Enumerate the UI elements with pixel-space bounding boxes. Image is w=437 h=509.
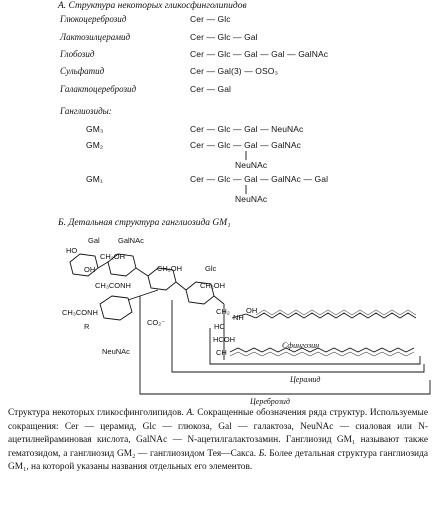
caption-part-b-label: Б. <box>258 448 267 459</box>
ganglioside-name: GM₃ <box>86 124 104 134</box>
chem-r: R <box>84 322 90 331</box>
chem-hc: HC <box>214 322 225 331</box>
neunac-ring <box>100 296 132 320</box>
chem-ch2oh: CH₂OH <box>100 252 125 261</box>
gal-ring <box>70 254 98 276</box>
sugar-label-gal: Gal <box>88 236 100 245</box>
chem-ch3conh-left: CH₃CONH <box>62 308 98 317</box>
caption-part-a-label: А. <box>186 408 195 418</box>
row-name: Глюкоцереброзид <box>60 14 127 24</box>
label-cerebroside: Цереброзид <box>250 397 290 406</box>
row-formula: Cer — Glc — Gal <box>190 32 258 42</box>
section-a-header: А. Структура некоторых гликосфинголипидов <box>58 1 247 11</box>
label-ceramide: Церамид <box>290 375 321 384</box>
ganglioside-branch: NeuNAc <box>235 194 268 204</box>
row-name: Сульфатид <box>60 66 105 76</box>
row-formula: Cer — Glc <box>190 14 231 24</box>
row-name: Лактозилцерамид <box>60 32 131 42</box>
ganglioside-branch: NeuNAc <box>235 160 268 170</box>
label-sphingosine: Сфингозин <box>282 341 320 350</box>
gangliosides-header: Ганглиозиды: <box>60 106 112 116</box>
caption-part-a-text: Сокращенные обозначения ряда структур. Используемые сокращения: Cer — церамид, Glc — глюкоза, Gal — галактоза, NeuNAc — сиаловая или N-ацетилнейраминовая кислота, GalNAc — N-ацетилгалактозамин. Ганглиозид GM₁ называют также гематозидом, а ганглиозид GM₂ — ганглиозидом Тея—Сакса. <box>8 408 429 459</box>
bracket-sphingosine <box>210 328 420 364</box>
row-name: Глобозид <box>60 49 95 59</box>
chem-co2: CO₂⁻ <box>147 318 166 327</box>
row-name: Галактоцереброзид <box>60 84 137 94</box>
ganglioside-name: GM₁ <box>86 174 103 184</box>
chem-ch3conh: CH₃CONH <box>95 281 131 290</box>
row-formula: Cer — Glc — Gal — Gal — GalNAc <box>190 49 329 59</box>
galnac-ring <box>108 254 136 276</box>
section-b-header: Б. Детальная структура ганглиозида GM₁ <box>58 218 231 228</box>
glc-ring <box>186 282 214 304</box>
chem-nh: NH <box>233 313 244 322</box>
caption-part-b-text: Более детальная структура ганглиозида GM₁, на которой указаны названия отдельных его элементов. <box>8 448 429 473</box>
chem-oh: OH <box>84 265 96 274</box>
sugar-label-glc: Glc <box>205 264 217 273</box>
gal2-ring <box>148 268 176 290</box>
caption-lead: Структура некоторых гликосфинголипидов. <box>8 408 184 418</box>
row-formula: Cer — Gal <box>190 84 232 94</box>
chem-ho: HO <box>66 246 78 255</box>
bracket-cerebroside <box>140 296 430 394</box>
row-formula: Cer — Gal(3) — OSO₃ <box>190 66 279 76</box>
sugar-label-galnac: GalNAc <box>118 236 144 245</box>
chem-ch2oh: CH₂OH <box>200 281 225 290</box>
ganglioside-name: GM₂ <box>86 140 104 150</box>
chem-ch2: CH₂ <box>216 307 230 316</box>
figure-caption <box>8 407 428 475</box>
ganglioside-formula: Cer — Glc — Gal — GalNAc <box>190 140 302 150</box>
chem-oh-carbonyl: OH <box>246 306 258 315</box>
chem-hcoh: HCOH <box>213 335 236 344</box>
ganglioside-formula: Cer — Glc — Gal — GalNAc — Gal <box>190 174 329 184</box>
chem-ch: CH <box>216 348 227 357</box>
chem-ch2oh: CH₂OH <box>157 264 182 273</box>
sugar-label-neunac: NeuNAc <box>102 347 130 356</box>
ganglioside-formula: Cer — Glc — Gal — NeuNAc <box>190 124 304 134</box>
